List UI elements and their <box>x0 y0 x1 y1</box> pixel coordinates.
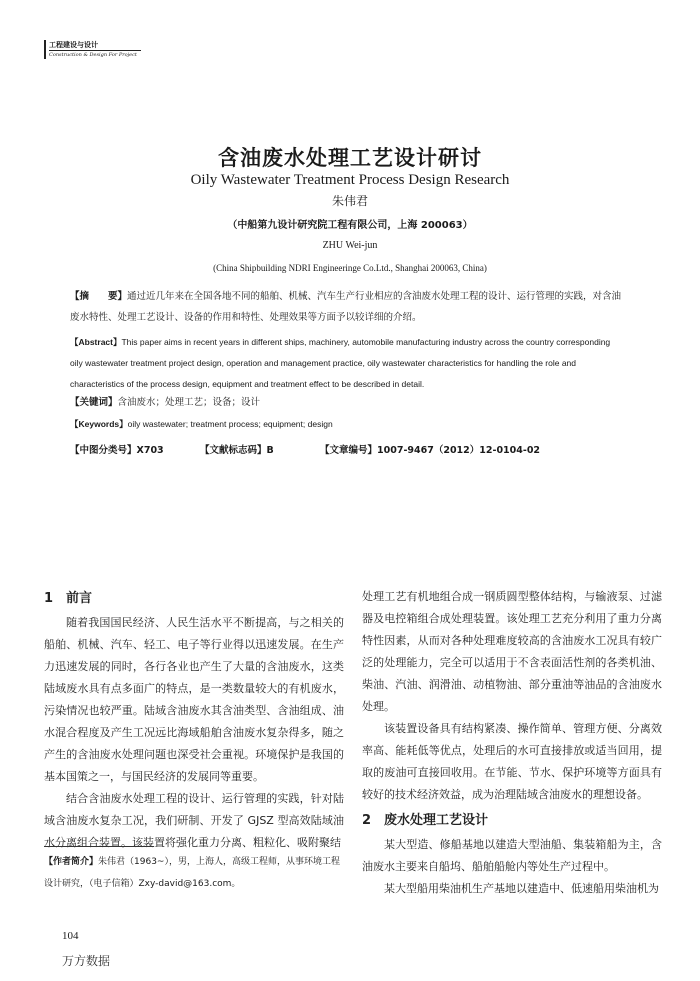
abstract-cn-label: 【摘 要】 <box>70 291 128 302</box>
footnote-text: 朱伟君（1963~），男，上海人，高级工程师，从事环境工程设计研究，（电子信箱）Zxy-david@163.com。 <box>44 857 340 889</box>
section-1-heading: 1 前言 <box>44 591 93 606</box>
right-paragraph-1: 处理工艺有机地组合成一钢质圆型整体结构，与输液泵、过滤器及电控箱组合成处理装置。该处理工艺充分利用了重力分离特性因素，从而对各种处理难度较高的含油废水工况具有较广泛的处理能力，完全可以适用于不含表面活性剂的各类机油、柴油、汽油、润滑油、动植物油、部分重油等油品的含油废水处理。 <box>362 590 662 713</box>
section-2-paragraph-2: 某大型船用柴油机生产基地以建造中、低速船用柴油机为 <box>384 882 659 895</box>
section-1-paragraph-1: 随着我国国民经济、人民生活水平不断提高，与之相关的船舶、机械、汽车、轻工、电子等行业得以迅速发展。在生产力迅速发展的同时，各行各业也产生了大量的含油废水，这类陆域废水具有点多面广的特点，是一类数量较大的有机废水，污染情况也较严重。陆域含油废水其含油类型、含油组成、油水混合程度及产生工况远比海域船舶含油废水复杂得多，随之产生的含油废水处理问题也深受社会重视。环境保护是我国的基本国策之一，与国民经济的发展同等重要。 <box>44 616 344 783</box>
document-code: 【文献标志码】B <box>200 445 274 456</box>
keywords-cn-text: 含油废水；处理工艺；设备；设计 <box>117 397 261 408</box>
section-2-paragraph-1: 某大型造、修船基地以建造大型油船、集装箱船为主，含油废水主要来自船坞、船舶船舱内等处生产过程中。 <box>362 838 662 873</box>
source-watermark: 万方数据 <box>62 954 111 968</box>
article-number: 【文章编号】1007-9467（2012）12-0104-02 <box>320 445 541 456</box>
author-affiliation-en: (China Shipbuilding NDRI Engineeringe Co.Ltd., Shanghai 200063, China) <box>213 263 487 273</box>
author-affiliation: （中船第九设计研究院工程有限公司，上海 200063） <box>227 220 473 231</box>
section-2-heading: 2 废水处理工艺设计 <box>362 813 489 828</box>
body-column-left <box>44 586 344 854</box>
abstract-cn <box>70 286 625 328</box>
author-name-en: ZHU Wei-jun <box>322 240 378 251</box>
abstract-en-text: This paper aims in recent years in different ships, machinery, automobile manufacturing industry across the country corresponding oily wastewater treatment project design, operation and management practice, oily wastewater characteristics for handling the role and characteristics of the process design, equipment and treatment effect to be described in detail. <box>70 337 611 389</box>
footnote-rule <box>44 846 154 847</box>
article-title: 含油废水处理工艺设计研讨 <box>218 146 482 170</box>
journal-name-cn: 工程建设与设计 <box>49 41 98 49</box>
keywords-cn <box>70 394 625 408</box>
abstract-en <box>70 332 625 395</box>
keywords-en <box>70 418 625 430</box>
keywords-en-label: 【Keywords】 <box>70 419 128 429</box>
section-1-paragraph-2: 结合含油废水处理工程的设计、运行管理的实践，针对陆域含油废水复杂工况，我们研制、开发了 GJSZ 型高效陆域油水分离组合装置。该装置将强化重力分离、粗粒化、吸附聚结 <box>44 792 344 849</box>
clc-code: 【中图分类号】X703 <box>70 445 164 456</box>
journal-name-en: Construction & Design For Project <box>49 50 141 59</box>
body-column-right <box>362 586 662 900</box>
author-name: 朱伟君 <box>331 194 368 208</box>
article-title-en: Oily Wastewater Treatment Process Design Research <box>190 172 510 188</box>
abstract-cn-text: 通过近几年来在全国各地不同的船舶、机械、汽车生产行业相应的含油废水处理工程的设计、运行管理的实践，对含油废水特性、处理工艺设计、设备的作用和特性、处理效果等方面予以较详细的介绍。 <box>70 291 622 323</box>
abstract-en-label: 【Abstract】 <box>70 337 122 347</box>
author-footnote <box>44 851 344 895</box>
footnote-label: 【作者简介】 <box>44 857 99 867</box>
running-head <box>44 40 141 59</box>
right-paragraph-2: 该装置设备具有结构紧凑、操作简单、管理方便、分离效率高、能耗低等优点，处理后的水可直接排放或适当回用，提取的废油可直接回收用。在节能、节水、保护环境等方面具有较好的技术经济效益，成为治理陆域含油废水的理想设备。 <box>362 722 662 801</box>
keywords-en-text: oily wastewater; treatment process; equipment; design <box>127 419 333 429</box>
keywords-cn-label: 【关键词】 <box>70 397 118 408</box>
page-number: 104 <box>62 930 79 942</box>
